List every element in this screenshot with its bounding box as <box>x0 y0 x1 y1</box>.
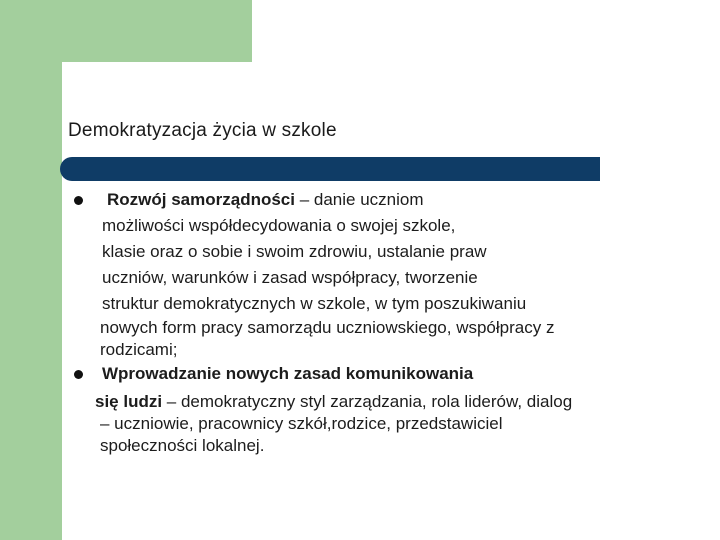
bullet-2-text: – demokratyczny styl zarządzania, rola liderów, dialog <box>162 392 573 411</box>
decorative-green-band-left <box>0 0 62 540</box>
title-underline-bar <box>60 157 600 181</box>
bullet-1-line-1 <box>107 190 424 210</box>
bullet-1-line-2: możliwości współdecydowania o swojej szkole, <box>102 216 456 235</box>
bullet-1-line-5: struktur demokratycznych w szkole, w tym poszukiwaniu <box>102 294 527 313</box>
slide-title: Demokratyzacja życia w szkole <box>68 120 337 141</box>
bullet-dot-1 <box>74 196 83 205</box>
bullet-2-line-3: – uczniowie, pracownicy szkół,rodzice, przedstawiciel <box>100 414 503 433</box>
bullet-1-bold-lead: Rozwój samorządności <box>107 190 295 209</box>
bullet-1-line-6: nowych form pracy samorządu uczniowskiego, współpracy z <box>100 318 555 337</box>
bullet-2-line-2 <box>95 392 572 412</box>
bullet-2-bold-lead: Wprowadzanie nowych zasad komunikowania <box>102 364 474 383</box>
bullet-1-line-7: rodzicami; <box>100 340 178 359</box>
bullet-1-line-3: klasie oraz o sobie i swoim zdrowiu, ustalanie praw <box>102 242 487 261</box>
bullet-2-line-1 <box>102 364 473 384</box>
bullet-dot-2 <box>74 370 83 379</box>
bullet-2-line-4: społeczności lokalnej. <box>100 436 265 455</box>
bullet-2-bold-lead-2: się ludzi <box>95 392 163 411</box>
bullet-1-line-4: uczniów, warunków i zasad współpracy, tworzenie <box>102 268 478 287</box>
bullet-1-text: – danie uczniom <box>294 190 424 209</box>
